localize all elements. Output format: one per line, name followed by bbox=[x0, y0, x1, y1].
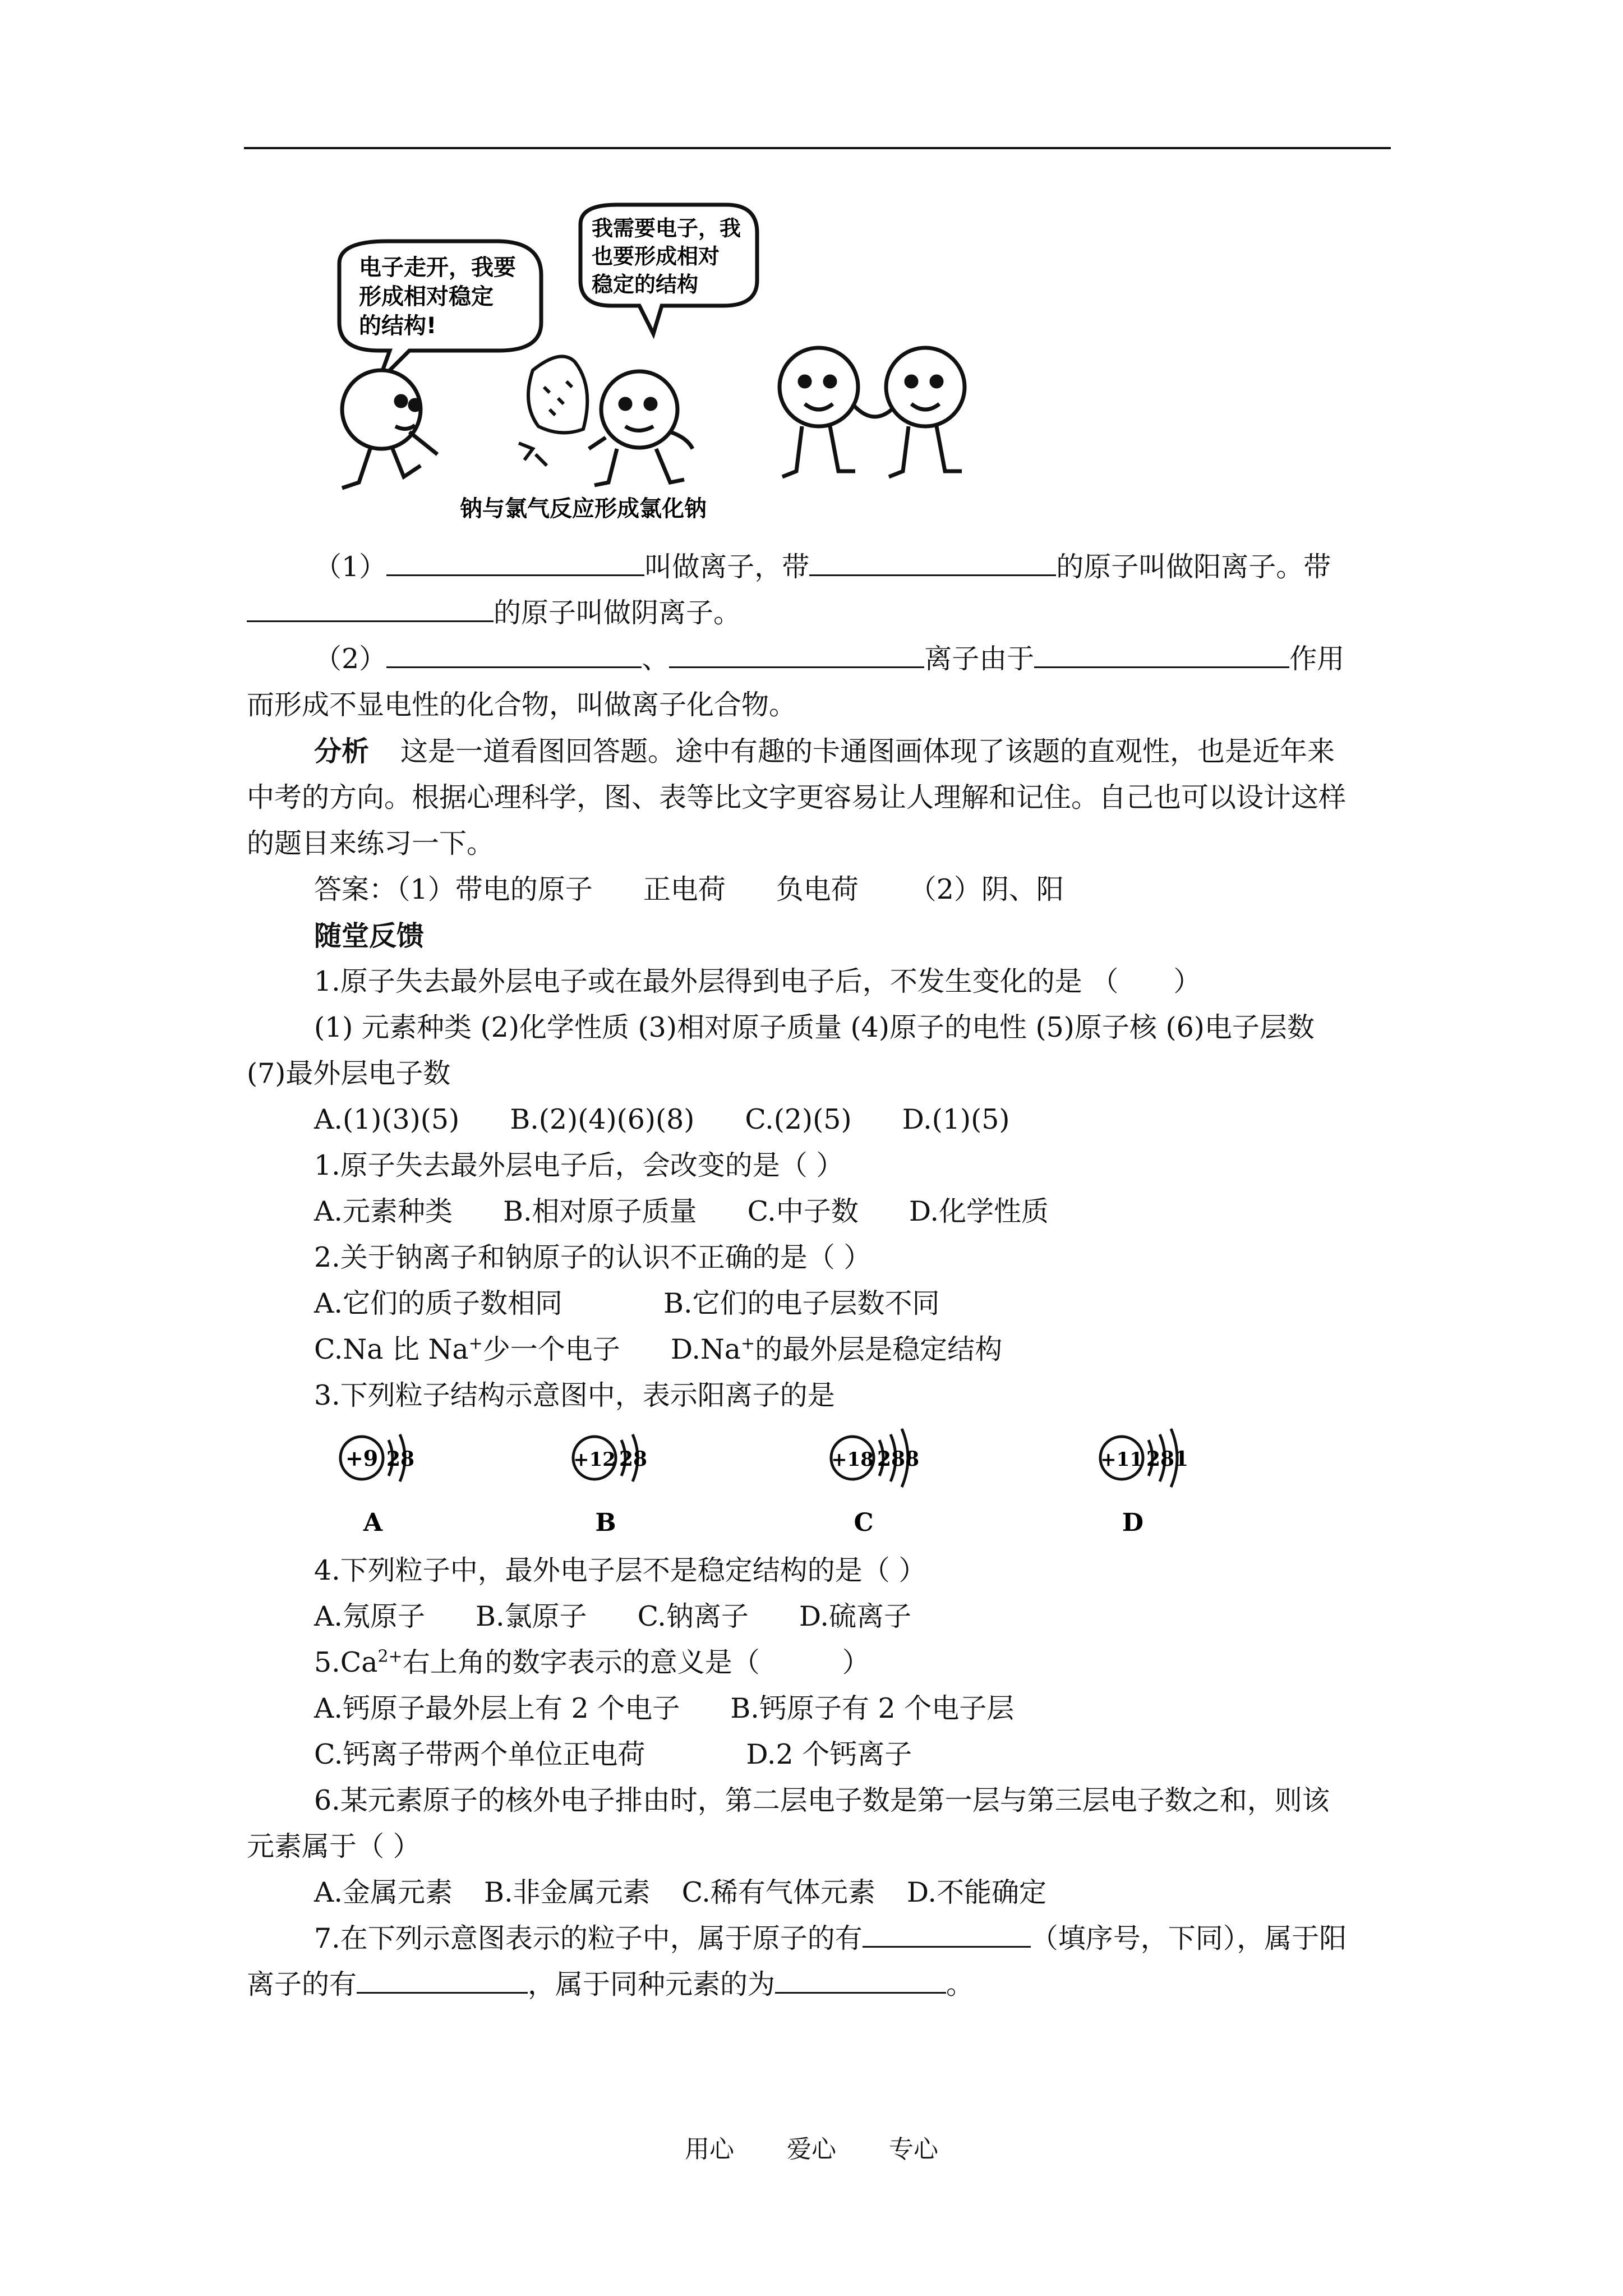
blank-5[interactable] bbox=[669, 638, 924, 668]
svg-text:+12: +12 bbox=[573, 1448, 616, 1471]
footer-word-1: 用心 bbox=[685, 2135, 734, 2164]
footer-word-2: 爱心 bbox=[787, 2135, 836, 2164]
bubble-left-line-3: 的结构! bbox=[359, 313, 437, 339]
svg-text:B: B bbox=[595, 1508, 616, 1537]
fb1-items-cont: (7)最外层电子数 bbox=[247, 1057, 451, 1089]
bubble-left-line-1: 电子走开，我要 bbox=[359, 255, 516, 280]
bubble-right-line-2: 也要形成相对 bbox=[592, 244, 720, 269]
fb7-question-cont: 离子的有 ，属于同种元素的为 。 bbox=[247, 1962, 1396, 2008]
structure-diagram-a bbox=[334, 1419, 457, 1548]
speech-bubble-left bbox=[339, 241, 541, 381]
sodium-character bbox=[342, 370, 437, 488]
svg-text:+9: +9 bbox=[345, 1446, 379, 1471]
electron-bag bbox=[519, 356, 587, 466]
blank-3[interactable] bbox=[247, 592, 494, 622]
question-1-cont: 的原子叫做阴离子。 bbox=[247, 590, 1396, 636]
bubble-right-line-1: 我需要电子，我 bbox=[592, 216, 741, 241]
blank-2[interactable] bbox=[809, 546, 1056, 576]
fb2-question: 2.关于钠离子和钠原子的认识不正确的是（ ） bbox=[314, 1241, 872, 1273]
header-rule bbox=[244, 147, 1391, 149]
blank-8[interactable] bbox=[357, 1964, 528, 1994]
analysis-line-2: 中考的方向。根据心理科学，图、表等比文字更容易让人理解和记住。自己也可以设计这样 bbox=[247, 781, 1347, 813]
fb6-options: A.金属元素 B.非金属元素 C.稀有气体元素 D.不能确定 bbox=[314, 1876, 1047, 1908]
svg-text:281: 281 bbox=[1146, 1447, 1189, 1471]
blank-7[interactable] bbox=[863, 1918, 1031, 1948]
svg-text:+11: +11 bbox=[1100, 1448, 1143, 1471]
fb4-question: 4.下列粒子中，最外电子层不是稳定结构的是（ ） bbox=[314, 1554, 926, 1586]
bubble-right-line-3: 稳定的结构 bbox=[592, 272, 699, 297]
fb5-question: $5.Ca^{2+}$右上角的数字表示的意义是（ ） bbox=[314, 1646, 870, 1678]
svg-text:A: A bbox=[363, 1508, 383, 1537]
fb1-question: 1.原子失去最外层电子或在最外层得到电子后，不发生变化的是 （ ） bbox=[314, 965, 1201, 997]
footer-word-3: 专心 bbox=[889, 2135, 938, 2164]
question-2-cont: 而形成不显电性的化合物，叫做离子化合物。 bbox=[247, 689, 797, 721]
answer-line: 答案：（1）带电的原子 正电荷 负电荷 （2）阴、阳 bbox=[314, 873, 1064, 905]
analysis-line-1: 分析 这是一道看图回答题。途中有趣的卡通图画体现了该题的直观性，也是近年来 bbox=[314, 735, 1335, 767]
feedback-title: 随堂反馈 bbox=[314, 919, 425, 952]
page-footer bbox=[0, 2129, 1623, 2165]
analysis-line-3: 的题目来练习一下。 bbox=[247, 827, 495, 859]
fb1b-question: 1.原子失去最外层电子后，会改变的是（ ） bbox=[314, 1149, 844, 1181]
bubble-left-line-2: 形成相对稳定 bbox=[359, 284, 494, 310]
fb4-options: A.氖原子 B.氯原子 C.钠离子 D.硫离子 bbox=[314, 1600, 912, 1632]
svg-text:D: D bbox=[1122, 1508, 1144, 1537]
fb2-options-cd: C.Na 比 Na+少一个电子 D.Na+的最外层是稳定结构 bbox=[314, 1333, 1003, 1365]
fb1b-options: A.元素种类 B.相对原子质量 C.中子数 D.化学性质 bbox=[314, 1195, 1049, 1227]
chlorine-character bbox=[589, 371, 693, 485]
question-1: （1） 叫做离子，带 的原子叫做阳离子。带 bbox=[247, 544, 1396, 590]
structure-diagrams bbox=[247, 1419, 1396, 1548]
blank-9[interactable] bbox=[775, 1964, 946, 1994]
structure-diagram-c bbox=[824, 1419, 948, 1548]
fb1-options: A.(1)(3)(5) B.(2)(4)(6)(8) C.(2)(5) D.(1)(5) bbox=[314, 1103, 1010, 1135]
blank-6[interactable] bbox=[1034, 638, 1289, 668]
structure-diagram-b bbox=[566, 1419, 690, 1548]
fb6-question: 6.某元素原子的核外电子排由时，第二层电子数是第一层与第三层电子数之和，则该 bbox=[314, 1784, 1330, 1816]
fb5-options-ab: A.钙原子最外层上有 2 个电子 B.钙原子有 2 个电子层 bbox=[314, 1692, 1015, 1724]
cartoon-caption: 钠与氯气反应形成氯化钠 bbox=[460, 496, 707, 522]
svg-text:+18: +18 bbox=[831, 1448, 874, 1471]
fb2-options-ab: A.它们的质子数相同 B.它们的电子层数不同 bbox=[314, 1287, 940, 1319]
structure-diagram-d bbox=[1094, 1419, 1217, 1548]
question-2: （2） 、 离子由于 作用 bbox=[247, 636, 1396, 682]
svg-text:28: 28 bbox=[619, 1447, 648, 1471]
fb3-question: 3.下列粒子结构示意图中，表示阳离子的是 bbox=[314, 1379, 835, 1411]
svg-text:288: 288 bbox=[877, 1447, 920, 1471]
blank-4[interactable] bbox=[386, 638, 642, 668]
ion-pair-characters bbox=[780, 348, 965, 477]
fb1-items: (1) 元素种类 (2)化学性质 (3)相对原子质量 (4)原子的电性 (5)原子核 (6)电子层数 bbox=[314, 1011, 1315, 1043]
fb6-question-cont: 元素属于（ ） bbox=[247, 1830, 421, 1862]
fb7-question: 7.在下列示意图表示的粒子中，属于原子的有 （填序号，下同），属于阳 bbox=[247, 1916, 1396, 1962]
svg-text:C: C bbox=[854, 1508, 874, 1537]
fb5-options-cd: C.钙离子带两个单位正电荷 D.2 个钙离子 bbox=[314, 1738, 912, 1770]
speech-bubble-right bbox=[580, 205, 757, 334]
document-body bbox=[247, 544, 1396, 2008]
sodium-chlorine-cartoon bbox=[325, 202, 1110, 539]
svg-text:28: 28 bbox=[386, 1447, 415, 1471]
blank-1[interactable] bbox=[386, 546, 644, 576]
analysis-label: 分析 bbox=[314, 735, 370, 767]
